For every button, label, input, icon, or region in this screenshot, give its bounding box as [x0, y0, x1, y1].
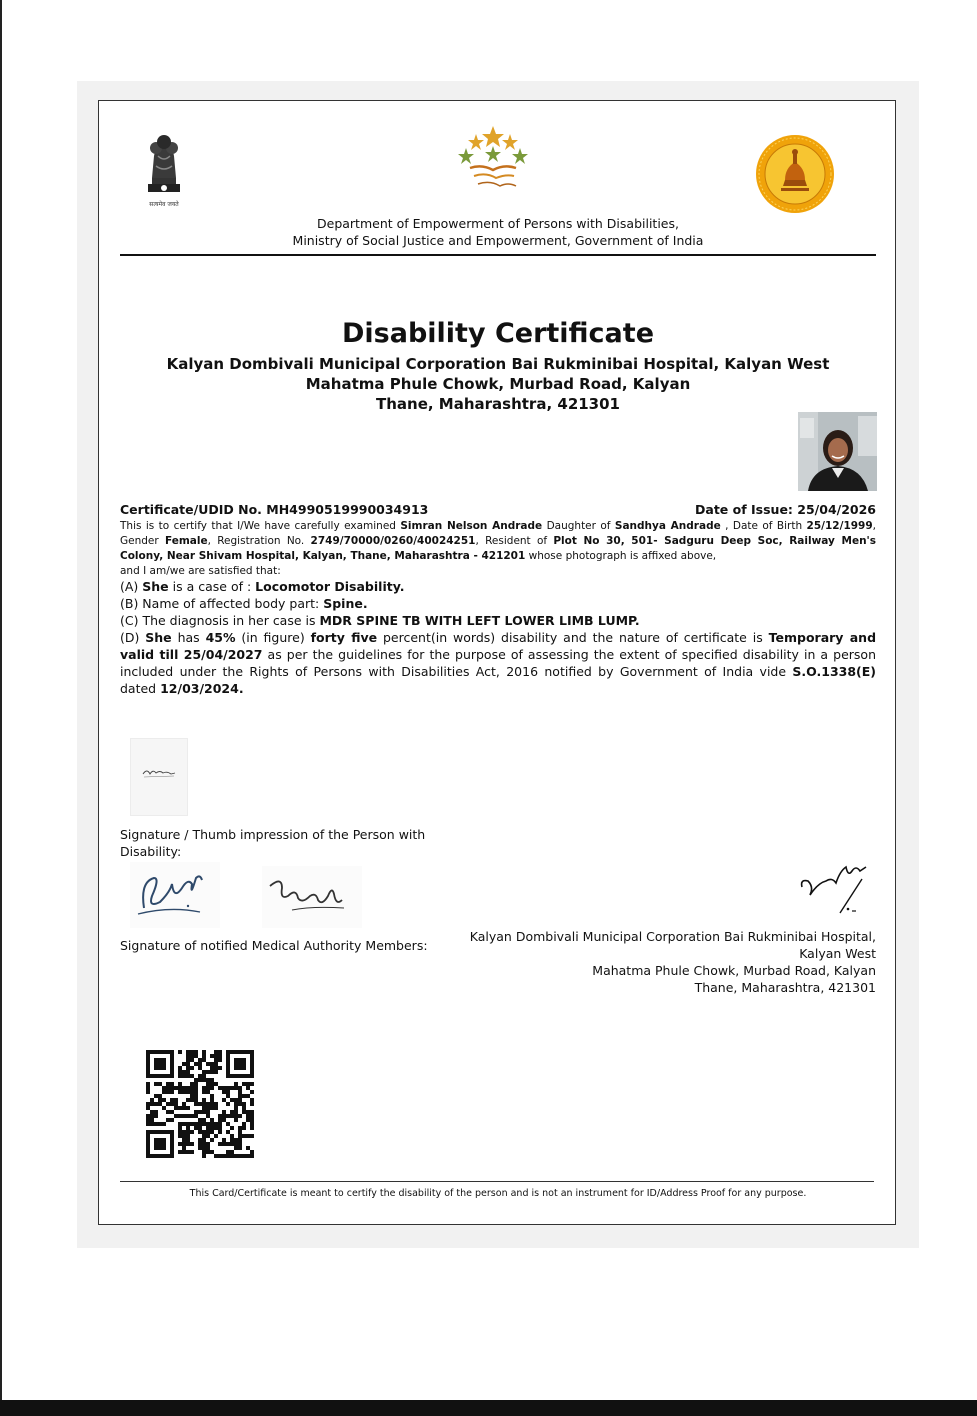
- person-signature-image: [130, 738, 188, 816]
- hospital-line-2: Mahatma Phule Chowk, Murbad Road, Kalyan: [305, 375, 691, 393]
- certification-statement: [120, 519, 876, 579]
- statement-text: whose photograph is affixed above,: [525, 550, 717, 562]
- emblem-caption: सत्यमेव जयते: [149, 201, 179, 208]
- department-line-2: Ministry of Social Justice and Empowerment, Government of India: [292, 233, 704, 248]
- national-emblem-icon: [138, 126, 190, 210]
- notification-number: S.O.1338(E): [792, 664, 876, 679]
- statement-text: , Gender: [120, 520, 877, 547]
- gender: Female: [164, 535, 208, 547]
- window-edge-left: [0, 0, 2, 1416]
- person-signature-label: Signature / Thumb impression of the Person with Disability:: [120, 827, 426, 859]
- disability-percent-words: forty five: [310, 630, 378, 645]
- authority-line-1: Kalyan Dombivali Municipal Corporation Bai Rukminibai Hospital,: [469, 929, 876, 944]
- disability-percent: 45%: [205, 630, 236, 645]
- department-heading: [120, 215, 876, 249]
- department-line-1: Department of Empowerment of Persons with Disabilities,: [317, 216, 679, 231]
- finding-c: (C) The diagnosis in her case is MDR SPINE TB WITH LEFT LOWER LIMB LUMP.: [120, 613, 640, 628]
- medical-member-signature-1: [130, 862, 220, 928]
- finding-d: (D) She has 45% (in figure) forty five percent(in words) disability and the nature of certificate is Temporary and valid till 25/04/2027 as per the guidelines for the purpose of assessing the extent of specified disability in a person included under the Rights of Persons with Disabilities Act, 2016 notified by Government of India vide S.O.1338(E) dated 12/03/2024.: [120, 630, 877, 696]
- udid-number: [120, 502, 428, 517]
- qr-code[interactable]: [146, 1050, 254, 1158]
- header-divider: [120, 254, 876, 256]
- hospital-address: [120, 354, 876, 414]
- affected-body-part: Spine.: [323, 596, 368, 611]
- issue-label: Date of Issue:: [695, 502, 793, 517]
- hospital-line-3: Thane, Maharashtra, 421301: [375, 395, 620, 413]
- udid-label: Certificate/UDID No.: [120, 502, 262, 517]
- hospital-line-1: Kalyan Dombivali Municipal Corporation Bai Rukminibai Hospital, Kalyan West: [166, 355, 830, 373]
- statement-text: and I am/we are satisfied that:: [120, 565, 281, 577]
- certificate-title: Disability Certificate: [341, 318, 655, 349]
- medical-member-signature-2: [262, 866, 362, 928]
- parent-name: Sandhya Andrade: [614, 520, 721, 532]
- finding-a: (A) She is a case of : Locomotor Disability.: [120, 579, 405, 594]
- authority-line-2: Kalyan West: [799, 946, 876, 961]
- statement-text: , Resident of: [475, 535, 554, 547]
- footer-divider: [120, 1181, 874, 1182]
- certificate-findings: [120, 578, 876, 697]
- applicant-name: Simran Nelson Andrade: [400, 520, 543, 532]
- finding-b: (B) Name of affected body part: Spine.: [120, 596, 368, 611]
- notification-date: 12/03/2024.: [160, 681, 244, 696]
- udid-value: MH4990519990034913: [266, 502, 429, 517]
- authority-line-3: Mahatma Phule Chowk, Murbad Road, Kalyan: [592, 963, 876, 978]
- footer-disclaimer: This Card/Certificate is meant to certify the disability of the person and is not an instrument for ID/Address Proof for any purpose.: [189, 1188, 807, 1199]
- registration-number: 2749/70000/0260/40024251: [310, 535, 476, 547]
- diagnosis: MDR SPINE TB WITH LEFT LOWER LIMB LUMP.: [319, 613, 640, 628]
- date-of-issue: [560, 502, 876, 517]
- resident-address: Plot No 30, 501- Sadguru Deep Soc, Railway Men's Colony, Near Shivam Hospital, Kalyan, Thane, Maharashtra - 421201: [120, 535, 877, 562]
- statement-text: Daughter of: [542, 520, 615, 532]
- date-of-birth: 25/12/1999: [806, 520, 873, 532]
- authority-address: [450, 928, 876, 996]
- disability-type: Locomotor Disability.: [255, 579, 405, 594]
- maharashtra-seal-icon: [755, 134, 835, 214]
- statement-text: , Registration No.: [207, 535, 311, 547]
- azadi-amrit-mahotsav-logo: [456, 124, 530, 194]
- authority-signature: [796, 857, 880, 919]
- applicant-photo: [798, 412, 877, 491]
- certificate-nature: Temporary and valid till 25/04/2027: [120, 630, 877, 662]
- statement-text: This is to certify that I/We have carefully examined: [120, 520, 401, 532]
- window-edge-bottom: [0, 1400, 977, 1416]
- issue-value: 25/04/2026: [797, 502, 876, 517]
- medical-authority-label: Signature of notified Medical Authority Members:: [120, 938, 428, 953]
- statement-text: , Date of Birth: [720, 520, 807, 532]
- authority-line-4: Thane, Maharashtra, 421301: [694, 980, 876, 995]
